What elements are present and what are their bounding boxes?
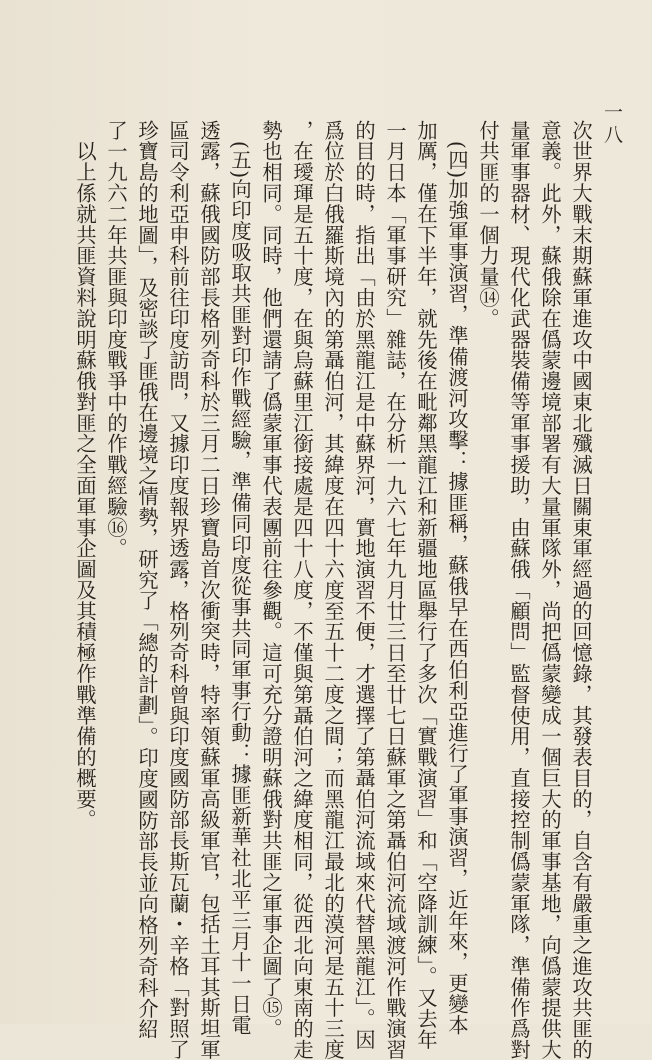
text-line-17: 以上係就共匪資料說明蘇俄對匪之全面軍事企圖及其積極作戰準備的概要。 xyxy=(73,120,97,831)
text-line-7: 一月日本「軍事研究」雜誌，在分析一九六七年九月廿三日至廿七日蘇軍之第聶伯河流域渡河作戰演習 xyxy=(383,120,407,1060)
text-line-6: 加厲，僅在下半年，就先後在毗鄰黑龍江和新疆地區舉行了多次「實戰演習」和「空降訓練」。又去年 xyxy=(414,120,438,1050)
text-line-11: 勢也相同。同時，他們還請了僞蒙軍事代表團前往參觀。這可充分證明蘇俄對共匪之軍事企圖了⑮。 xyxy=(259,120,283,1040)
text-line-16: 了一九六二年共匪與印度戰爭中的作戰經驗⑯。 xyxy=(104,120,128,559)
text-line-13: 透露，蘇俄國防部長格列奇科於三月二日珍寶島首次衝突時，特率領蘇軍高級軍官，包括土耳其斯坦軍 xyxy=(197,120,221,1060)
text-line-1: 次世界大戰末期蘇軍進攻中國東北殲滅日關東軍經過的回憶錄，其發表目的，自含有嚴重之進攻共匪的 xyxy=(569,120,593,1060)
text-line-10: ，在璦琿是五十度，在與烏蘇里江銜接處是四十八度，不僅與第聶伯河之緯度相同，從西北向東南的走 xyxy=(290,120,314,1060)
text-line-3: 量軍事器材、現代化武器裝備等軍事援助，由蘇俄「顧問」監督使用，直接控制僞蒙軍隊，準備作爲對 xyxy=(507,120,531,1060)
page-number: 一八 xyxy=(601,102,623,148)
text-line-9: 爲位於白俄羅斯境內的第聶伯河，其緯度在四十六度至五十二度之間；而黑龍江最北的漠河是五十三度 xyxy=(321,120,345,1060)
vertical-text-block xyxy=(73,120,596,1060)
text-line-14: 區司令利亞申科前往印度訪問，又據印度報界透露，格列奇科曾與印度國防部長斯瓦蘭・辛格「對照了 xyxy=(166,120,190,1060)
text-line-8: 的目的時，指出「由於黑龍江是中蘇界河，實地演習不便，才選擇了第聶伯河流域來代替黑龍江」。因 xyxy=(352,120,376,1050)
text-line-2: 意義。此外，蘇俄除在僞蒙邊境部署有大量軍隊外，尚把僞蒙變成一個巨大的軍事基地，向僞蒙提供大 xyxy=(538,120,562,1060)
text-line-12: (五)向印度吸取共匪對印作戰經驗，準備同印度從事共同軍事行動：據匪新華社北平三月十一日電 xyxy=(228,120,252,1036)
text-line-15: 珍寶島的地圖」，及密談了匪俄在邊境之情勢，研究了「總的計劃」。印度國防部長並向格列奇科介紹 xyxy=(135,120,159,1040)
text-line-4: 付共匪的一個力量⑭。 xyxy=(476,120,500,329)
text-line-5: (四)加強軍事演習，準備渡河攻擊：據匪稱，蘇俄早在西伯利亞進行了軍事演習，近年來，更變本 xyxy=(445,120,469,1036)
